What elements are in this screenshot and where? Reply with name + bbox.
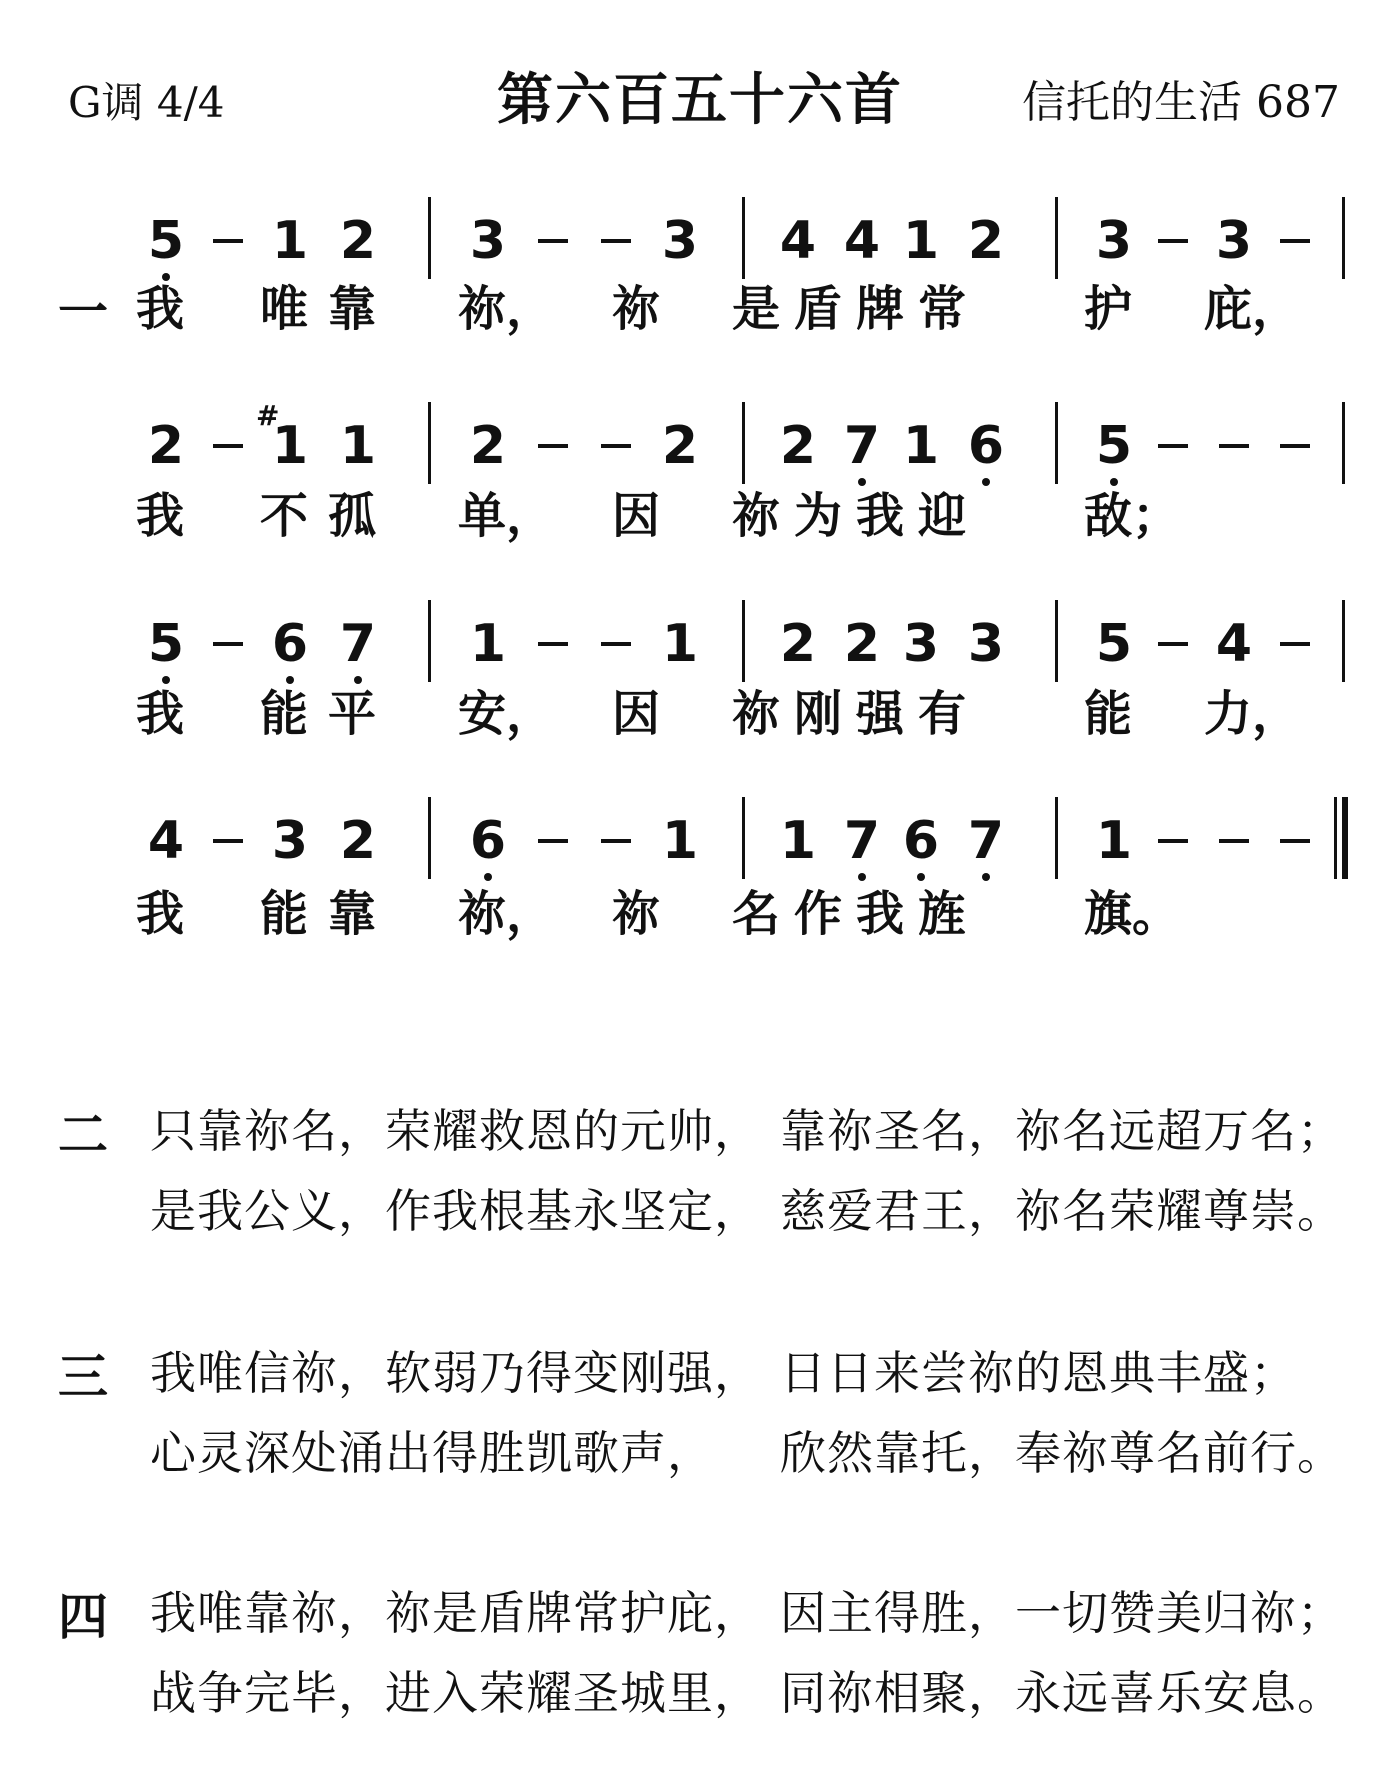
lyric-syllable: 常 bbox=[918, 281, 967, 337]
duration-dash bbox=[538, 642, 568, 646]
duration-dash bbox=[538, 444, 568, 448]
note: 1 bbox=[661, 614, 699, 674]
duration-dash bbox=[1280, 239, 1310, 243]
barline bbox=[1055, 197, 1058, 279]
note: 6 bbox=[271, 614, 309, 674]
stanza-line-first-half: 我唯信祢，软弱乃得变刚强， bbox=[150, 1346, 761, 1400]
barline bbox=[742, 600, 745, 682]
octave-dot-below bbox=[354, 676, 362, 684]
stanza-line-first-half: 心灵深处涌出得胜凯歌声， bbox=[150, 1426, 714, 1480]
note: 2 bbox=[661, 416, 699, 476]
stanza-number: 三 bbox=[58, 1348, 108, 1406]
verse-number: 一 bbox=[58, 283, 108, 341]
note: 1 bbox=[339, 416, 377, 476]
note: 3 bbox=[1095, 211, 1133, 271]
duration-dash bbox=[601, 239, 631, 243]
stanza-number: 四 bbox=[58, 1588, 108, 1646]
lyric-syllable: 祢， bbox=[458, 281, 555, 337]
note: 3 bbox=[1215, 211, 1253, 271]
lyric-syllable: 我 bbox=[136, 686, 185, 742]
duration-dash bbox=[601, 444, 631, 448]
note: 5 bbox=[147, 614, 185, 674]
note: 3 bbox=[469, 211, 507, 271]
note: 2 bbox=[779, 614, 817, 674]
lyric-syllable: 祢 bbox=[732, 686, 781, 742]
lyric-syllable: 单， bbox=[458, 488, 555, 544]
barline bbox=[742, 797, 745, 879]
stanza-line-first-half: 只靠祢名，荣耀救恩的元帅， bbox=[150, 1104, 761, 1158]
duration-dash bbox=[601, 642, 631, 646]
note: 5 bbox=[1095, 416, 1133, 476]
note: 1 bbox=[469, 614, 507, 674]
duration-dash bbox=[1280, 839, 1310, 843]
note: 2 bbox=[469, 416, 507, 476]
note: 4 bbox=[1215, 614, 1253, 674]
barline bbox=[1055, 402, 1058, 484]
lyric-syllable: 为 bbox=[794, 488, 843, 544]
octave-dot-below bbox=[484, 873, 492, 881]
lyric-syllable: 能 bbox=[260, 886, 309, 942]
note: 7 bbox=[843, 811, 881, 871]
lyric-syllable: 能 bbox=[1084, 686, 1133, 742]
lyric-syllable: 平 bbox=[328, 686, 377, 742]
note: 1 bbox=[902, 416, 940, 476]
note: 7 bbox=[843, 416, 881, 476]
lyric-syllable: 祢 bbox=[612, 886, 661, 942]
stanza-line-second-half: 日日来尝祢的恩典丰盛； bbox=[780, 1346, 1297, 1400]
lyric-syllable: 名 bbox=[732, 886, 781, 942]
octave-dot-below bbox=[982, 478, 990, 486]
duration-dash bbox=[1280, 642, 1310, 646]
note: 1 bbox=[1095, 811, 1133, 871]
lyric-syllable: 迎 bbox=[918, 488, 967, 544]
lyric-syllable: 我 bbox=[136, 488, 185, 544]
lyric-syllable: 旗。 bbox=[1084, 886, 1181, 942]
octave-dot-below bbox=[858, 478, 866, 486]
duration-dash bbox=[1158, 444, 1188, 448]
lyric-syllable: 护 bbox=[1084, 281, 1133, 337]
note: 6 bbox=[469, 811, 507, 871]
note: 3 bbox=[661, 211, 699, 271]
lyric-syllable: 我 bbox=[136, 886, 185, 942]
barline bbox=[1342, 600, 1345, 682]
note: 2 bbox=[339, 811, 377, 871]
lyric-syllable: 因 bbox=[612, 686, 661, 742]
barline bbox=[1342, 402, 1345, 484]
note: 4 bbox=[843, 211, 881, 271]
note: 1 bbox=[271, 416, 309, 476]
lyric-syllable: 敌； bbox=[1084, 488, 1181, 544]
duration-dash bbox=[1219, 444, 1249, 448]
barline bbox=[1055, 600, 1058, 682]
note: 6 bbox=[967, 416, 1005, 476]
lyric-syllable: 我 bbox=[856, 488, 905, 544]
duration-dash bbox=[1158, 642, 1188, 646]
octave-dot-below bbox=[858, 873, 866, 881]
note: 1 bbox=[661, 811, 699, 871]
octave-dot-below bbox=[982, 873, 990, 881]
note: 3 bbox=[967, 614, 1005, 674]
note: 7 bbox=[339, 614, 377, 674]
note: 5 bbox=[147, 211, 185, 271]
barline bbox=[428, 797, 431, 879]
octave-dot-below bbox=[162, 273, 170, 281]
note: 5 bbox=[1095, 614, 1133, 674]
hymn-title: 第六百五十六首 bbox=[497, 68, 903, 133]
stanza-number: 二 bbox=[58, 1106, 108, 1164]
duration-dash bbox=[213, 642, 243, 646]
final-barline bbox=[1334, 797, 1337, 879]
note: 1 bbox=[902, 211, 940, 271]
octave-dot-below bbox=[162, 676, 170, 684]
duration-dash bbox=[1280, 444, 1310, 448]
lyric-syllable: 我 bbox=[856, 886, 905, 942]
stanza-line-second-half: 靠祢圣名，祢名远超万名； bbox=[780, 1104, 1344, 1158]
lyric-syllable: 我 bbox=[136, 281, 185, 337]
note: 1 bbox=[779, 811, 817, 871]
barline bbox=[428, 197, 431, 279]
lyric-syllable: 旌 bbox=[918, 886, 967, 942]
barline bbox=[1055, 797, 1058, 879]
octave-dot-below bbox=[1110, 478, 1118, 486]
octave-dot-below bbox=[286, 676, 294, 684]
lyric-syllable: 孤 bbox=[328, 488, 377, 544]
lyric-syllable: 祢， bbox=[458, 886, 555, 942]
lyric-syllable: 靠 bbox=[328, 886, 377, 942]
lyric-syllable: 强 bbox=[856, 686, 905, 742]
note: 4 bbox=[147, 811, 185, 871]
duration-dash bbox=[538, 839, 568, 843]
lyric-syllable: 祢 bbox=[732, 488, 781, 544]
note: 6 bbox=[902, 811, 940, 871]
lyric-syllable: 靠 bbox=[328, 281, 377, 337]
octave-dot-below bbox=[917, 873, 925, 881]
lyric-syllable: 庇， bbox=[1204, 281, 1301, 337]
lyric-syllable: 作 bbox=[794, 886, 843, 942]
barline bbox=[428, 600, 431, 682]
barline bbox=[742, 402, 745, 484]
duration-dash bbox=[1158, 839, 1188, 843]
lyric-syllable: 有 bbox=[918, 686, 967, 742]
lyric-syllable: 力， bbox=[1204, 686, 1301, 742]
lyric-syllable: 牌 bbox=[856, 281, 905, 337]
lyric-syllable: 刚 bbox=[794, 686, 843, 742]
note: 3 bbox=[271, 811, 309, 871]
note: 1 bbox=[271, 211, 309, 271]
note: 2 bbox=[779, 416, 817, 476]
duration-dash bbox=[1219, 839, 1249, 843]
stanza-line-first-half: 我唯靠祢，祢是盾牌常护庇， bbox=[150, 1586, 761, 1640]
duration-dash bbox=[213, 839, 243, 843]
stanza-line-second-half: 同祢相聚，永远喜乐安息。 bbox=[780, 1666, 1344, 1720]
note: 2 bbox=[339, 211, 377, 271]
duration-dash bbox=[601, 839, 631, 843]
note: 3 bbox=[902, 614, 940, 674]
lyric-syllable: 盾 bbox=[794, 281, 843, 337]
lyric-syllable: 安， bbox=[458, 686, 555, 742]
lyric-syllable: 能 bbox=[260, 686, 309, 742]
barline bbox=[428, 402, 431, 484]
stanza-line-first-half: 战争完毕，进入荣耀圣城里， bbox=[150, 1666, 761, 1720]
lyric-syllable: 祢 bbox=[612, 281, 661, 337]
sharp-sign: # bbox=[256, 399, 280, 432]
stanza-line-second-half: 欣然靠托，奉祢尊名前行。 bbox=[780, 1426, 1344, 1480]
lyric-syllable: 因 bbox=[612, 488, 661, 544]
stanza-line-first-half: 是我公义，作我根基永坚定， bbox=[150, 1184, 761, 1238]
barline bbox=[742, 197, 745, 279]
barline bbox=[1342, 197, 1345, 279]
duration-dash bbox=[213, 239, 243, 243]
duration-dash bbox=[538, 239, 568, 243]
key-time-signature: G调 4/4 bbox=[68, 78, 225, 127]
duration-dash bbox=[1158, 239, 1188, 243]
duration-dash bbox=[213, 444, 243, 448]
barline bbox=[1342, 797, 1348, 879]
stanza-line-second-half: 因主得胜，一切赞美归祢； bbox=[780, 1586, 1344, 1640]
stanza-line-second-half: 慈爱君王，祢名荣耀尊崇。 bbox=[780, 1184, 1344, 1238]
lyric-syllable: 唯 bbox=[260, 281, 309, 337]
note: 2 bbox=[147, 416, 185, 476]
lyric-syllable: 是 bbox=[732, 281, 781, 337]
note: 2 bbox=[843, 614, 881, 674]
hymn-source: 信托的生活 687 bbox=[1022, 77, 1340, 128]
lyric-syllable: 不 bbox=[260, 488, 309, 544]
note: 4 bbox=[779, 211, 817, 271]
note: 7 bbox=[967, 811, 1005, 871]
note: 2 bbox=[967, 211, 1005, 271]
